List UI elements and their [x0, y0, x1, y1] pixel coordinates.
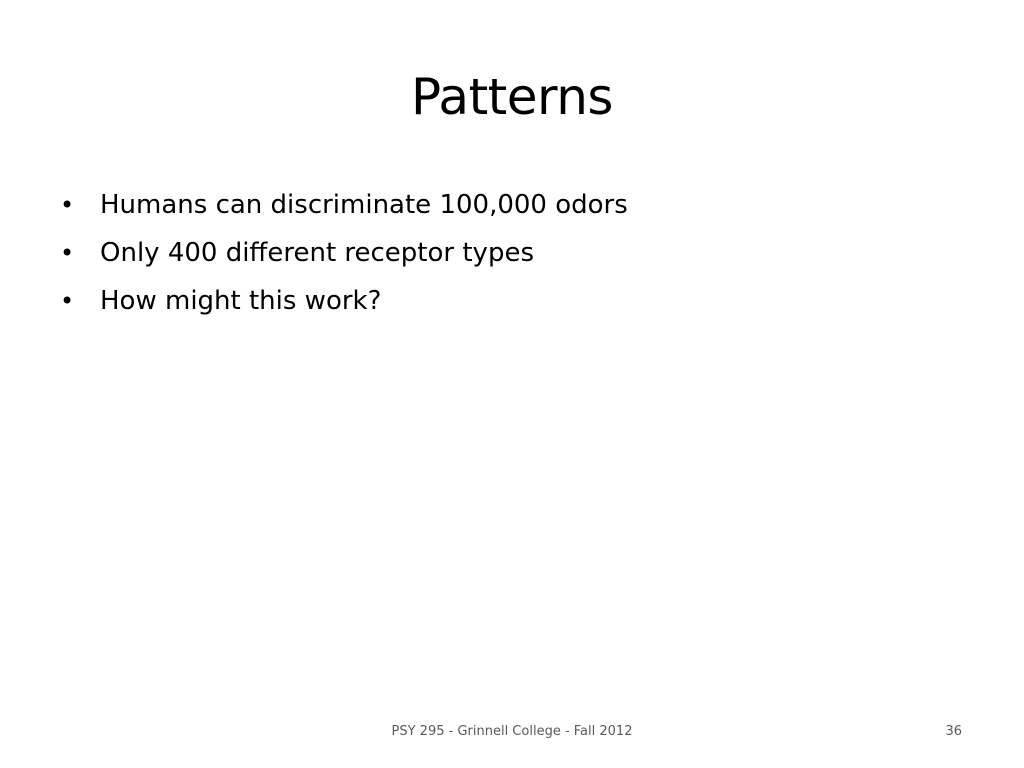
bullet-text: Humans can discriminate 100,000 odors	[100, 190, 628, 220]
bullet-icon: •	[60, 287, 75, 315]
bullet-text: Only 400 different receptor types	[100, 238, 534, 268]
bullet-icon: •	[60, 239, 75, 267]
page-number: 36	[945, 724, 962, 739]
bullet-icon: •	[60, 191, 75, 219]
slide-footer: PSY 295 - Grinnell College - Fall 2012	[391, 724, 633, 739]
bullet-text: How might this work?	[100, 286, 382, 316]
slide-title: Patterns	[411, 68, 613, 126]
